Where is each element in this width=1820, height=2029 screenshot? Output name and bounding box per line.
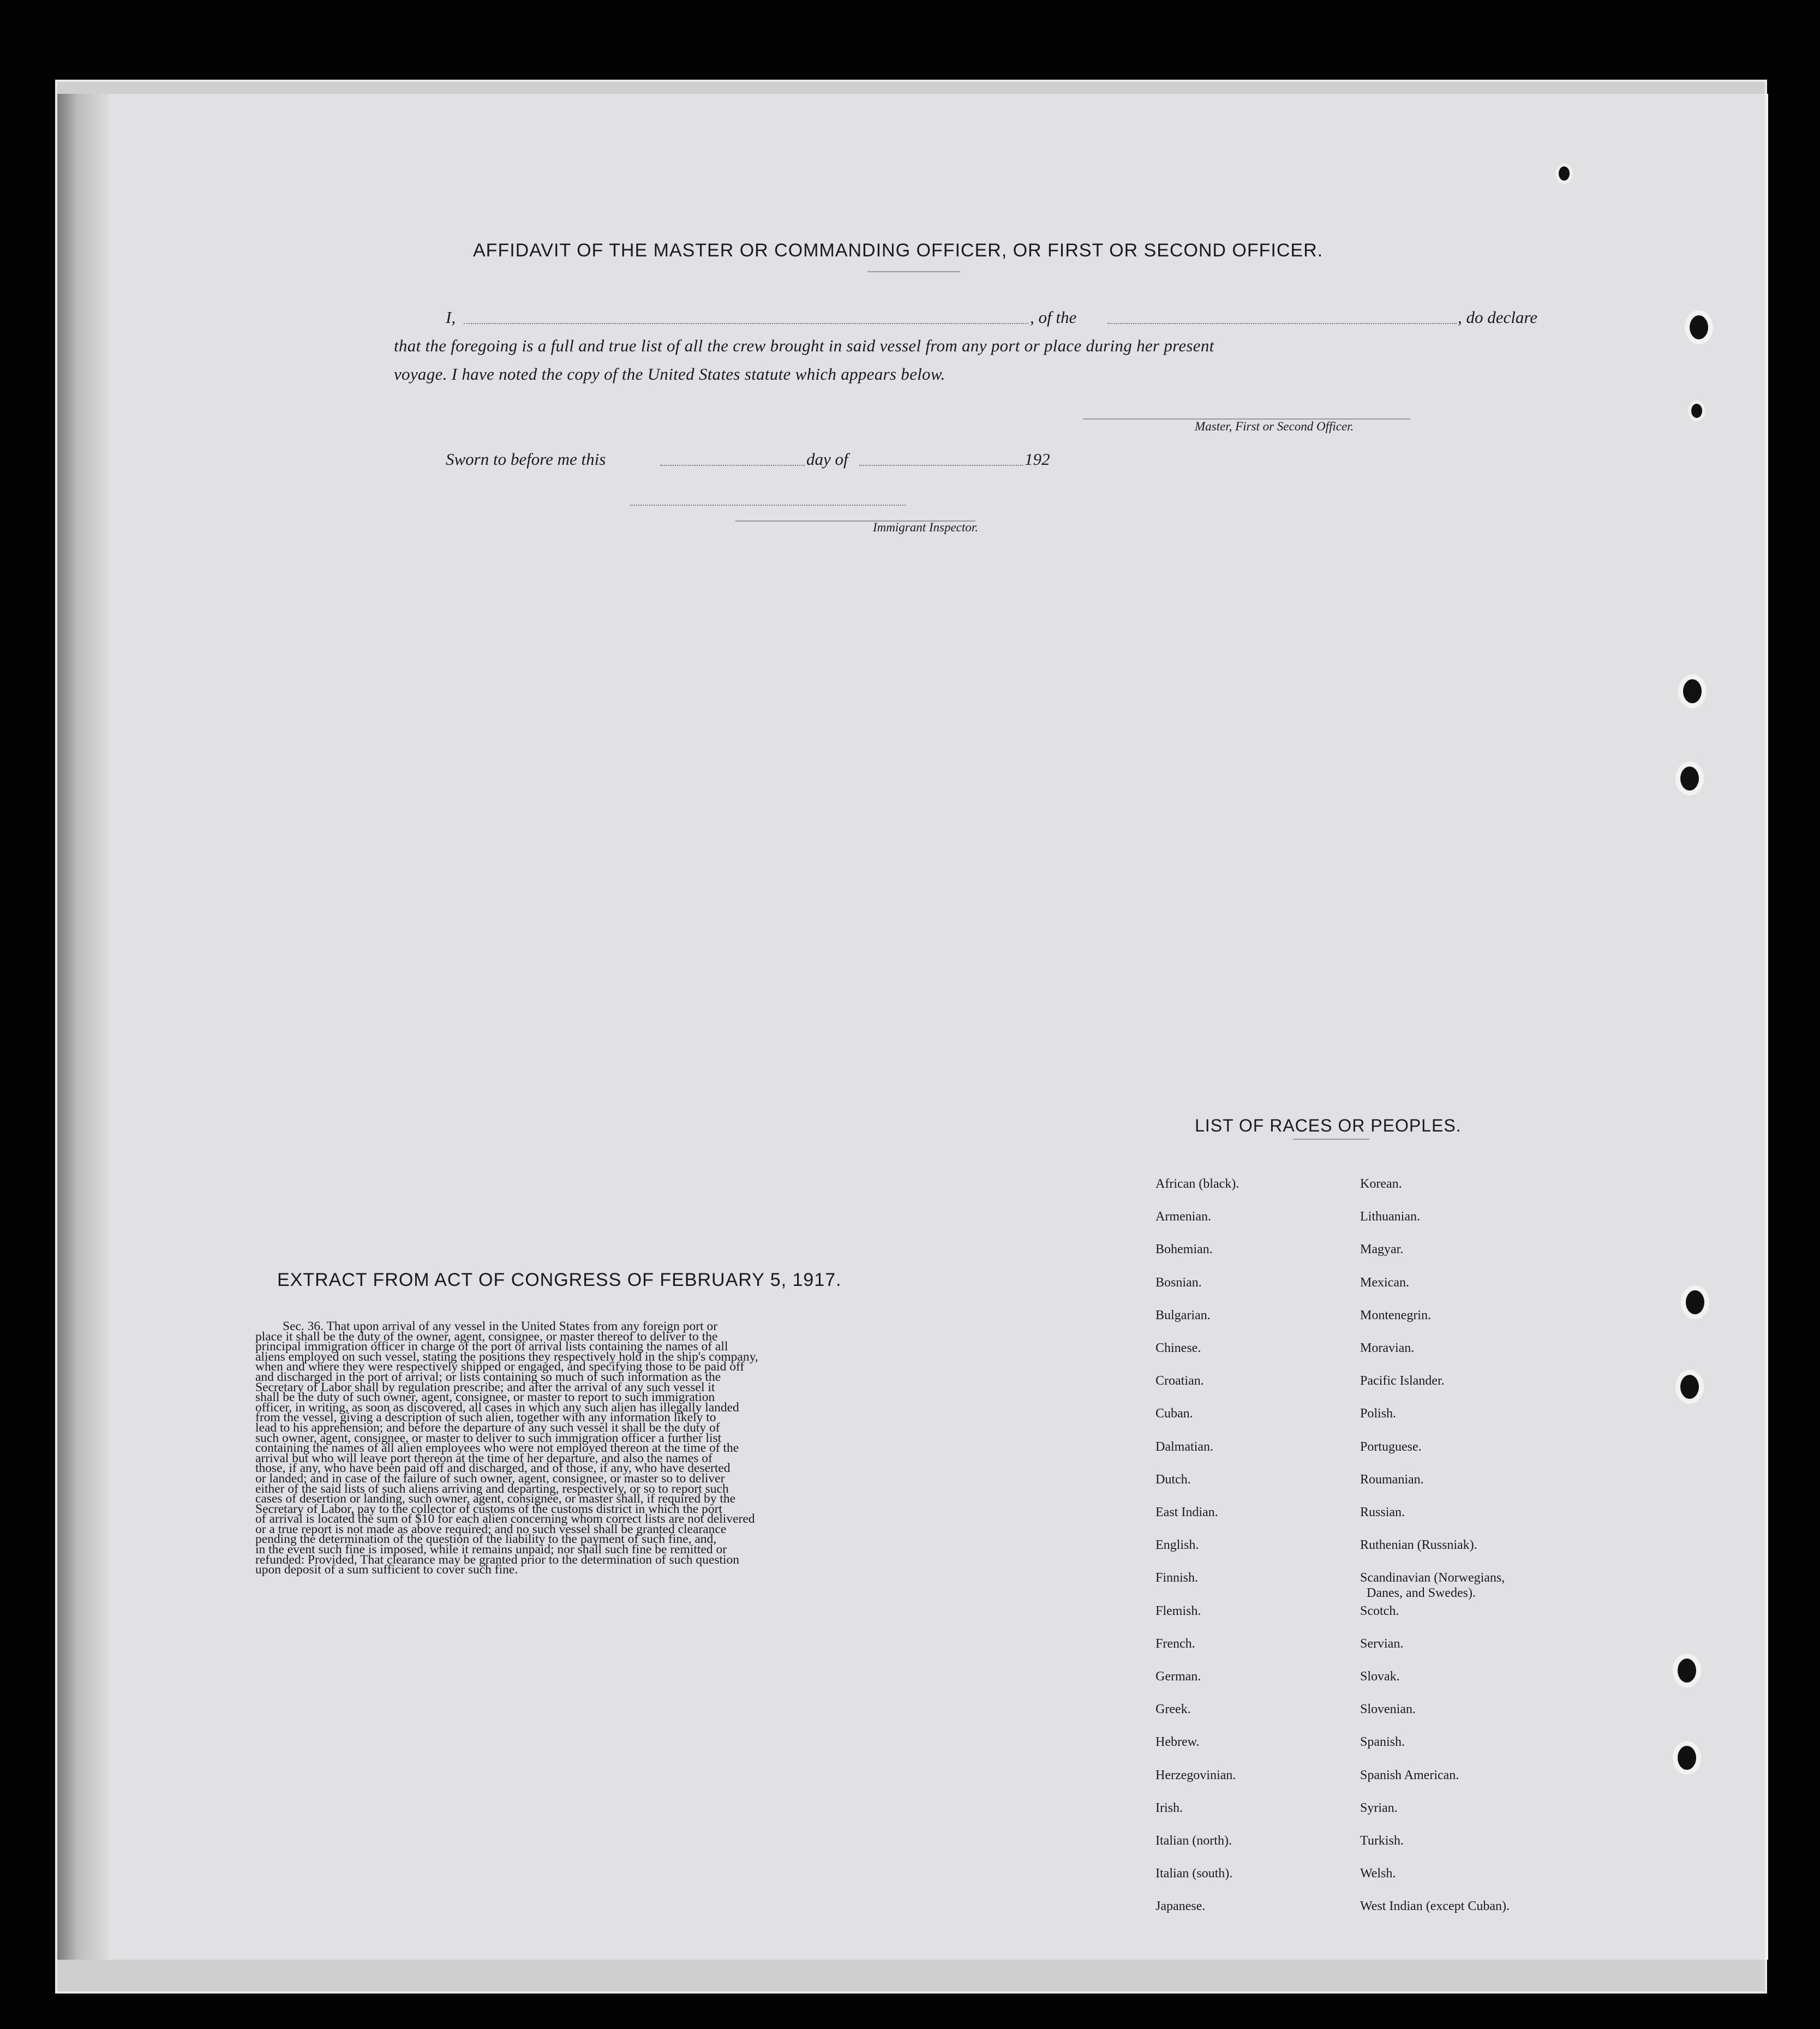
race-item: Turkish.	[1360, 1834, 1404, 1848]
race-item: Mexican.	[1360, 1276, 1409, 1290]
race-item: Finnish.	[1156, 1571, 1199, 1585]
document-page	[109, 94, 1768, 1960]
extract-line: upon deposit of a sum sufficient to cover such fine.	[255, 1563, 518, 1577]
affidavit-body-line-2: voyage. I have noted the copy of the United States statute which appears below.	[394, 364, 945, 384]
race-item: Bohemian.	[1156, 1242, 1213, 1256]
extract-body	[255, 1321, 891, 1575]
race-item: Irish.	[1156, 1801, 1183, 1815]
race-item: Hebrew.	[1156, 1735, 1200, 1749]
race-item: Magyar.	[1360, 1242, 1404, 1256]
inspector-caption: Immigrant Inspector.	[873, 520, 978, 534]
affidavit-body-line-1: that the foregoing is a full and true list of all the crew brought in said vessel from any port or place during her present	[394, 336, 1214, 355]
extract-line: refunded: Provided, That clearance may be granted prior to the determination of such question	[255, 1552, 740, 1567]
extract-line: principal immigration officer in charge of the port of arrival lists containing the names of all	[255, 1339, 728, 1354]
race-item: Korean.	[1360, 1177, 1402, 1191]
extract-line: officer, in writing, as soon as discovered, all cases in which any such alien has illegally landed	[255, 1400, 739, 1415]
extract-line: or a true report is not made as above required; and no such vessel shall be granted clearance	[255, 1522, 727, 1536]
race-item: Syrian.	[1360, 1801, 1398, 1815]
extract-line: when and where they were respectively shipped or engaged, and specifying those to be paid off	[255, 1360, 745, 1374]
race-item: Russian.	[1360, 1505, 1405, 1519]
race-item: Pacific Islander.	[1360, 1374, 1445, 1388]
vessel-blank[interactable]	[1107, 323, 1457, 324]
binding-hole	[1683, 679, 1702, 703]
race-item: Dalmatian.	[1156, 1440, 1213, 1454]
extract-line: either of the said lists of such aliens arriving and departing, respectively, or so to report such	[255, 1481, 729, 1496]
extract-line: such owner, agent, consignee, or master to deliver to such immigration officer a further list	[255, 1431, 722, 1445]
binding-hole	[1680, 767, 1699, 791]
binding-hole	[1680, 1375, 1699, 1399]
extract-line: Sec. 36. That upon arrival of any vessel in the United States from any foreign port or	[283, 1319, 718, 1333]
race-item: Scotch.	[1360, 1604, 1399, 1618]
day-of-label: day of	[806, 450, 848, 469]
extract-line: place it shall be the duty of the owner, agent, consignee, or master thereof to deliver to the	[255, 1329, 718, 1344]
i-label: I,	[446, 308, 456, 327]
race-item: Herzegovinian.	[1156, 1768, 1236, 1782]
binding-hole	[1686, 1290, 1704, 1314]
extract-line: pending the determination of the question of the liability to the payment of such fine, and,	[255, 1532, 717, 1547]
extract-line: and discharged in the port of arrival; or lists containing so much of such information as the	[255, 1369, 721, 1384]
race-item: Slovenian.	[1360, 1702, 1416, 1716]
extract-line: those, if any, who have been paid off and discharged, and of those, if any, who have deserted	[255, 1461, 731, 1476]
race-item: Italian (south).	[1156, 1866, 1233, 1881]
title-rule	[867, 271, 960, 272]
race-item: French.	[1156, 1637, 1195, 1651]
sworn-month-blank[interactable]	[859, 465, 1023, 466]
race-item: Cuban.	[1156, 1406, 1193, 1421]
binding-hole	[1691, 404, 1702, 418]
extract-line: in the event such fine is imposed, while it remains unpaid; nor shall such fine be remitted or	[255, 1542, 727, 1557]
sworn-day-blank[interactable]	[660, 465, 805, 466]
inspector-signature-line-upper[interactable]	[630, 505, 906, 506]
extract-line: Secretary of Labor, pay to the collector of customs of the customs district in which the port	[255, 1501, 722, 1516]
race-item: Chinese.	[1156, 1341, 1201, 1355]
race-item: Dutch.	[1156, 1473, 1191, 1487]
race-item: Moravian.	[1360, 1341, 1415, 1355]
race-item: Scandinavian (Norwegians, Danes, and Swedes).	[1360, 1571, 1505, 1600]
race-item: Roumanian.	[1360, 1473, 1424, 1487]
race-item: Portuguese.	[1360, 1440, 1422, 1454]
race-item: Ruthenian (Russniak).	[1360, 1538, 1477, 1552]
race-item: Croatian.	[1156, 1374, 1204, 1388]
race-item: Montenegrin.	[1360, 1308, 1431, 1322]
extract-line: aliens employed on such vessel, stating the positions they respectively hold in the ship's company,	[255, 1349, 758, 1364]
race-item: Italian (north).	[1156, 1834, 1232, 1848]
sworn-label: Sworn to before me this	[446, 450, 606, 469]
race-item: German.	[1156, 1669, 1201, 1684]
extract-line: cases of desertion or landing, such owner, agent, consignee, or master shall, if required by the	[255, 1492, 736, 1506]
race-item: Bulgarian.	[1156, 1308, 1211, 1322]
races-title: LIST OF RACES OR PEOPLES.	[1195, 1116, 1462, 1135]
extract-line: of arrival is located the sum of $10 for each alien concerning whom correct lists are not delivered	[255, 1512, 755, 1527]
binding-hole	[1678, 1659, 1696, 1683]
race-item: West Indian (except Cuban).	[1360, 1899, 1510, 1913]
race-item: Slovak.	[1360, 1669, 1400, 1684]
race-item: Polish.	[1360, 1406, 1397, 1421]
extract-line: from the vessel, giving a description of such alien, together with any information likely to	[255, 1410, 716, 1425]
affidavit-title: AFFIDAVIT OF THE MASTER OR COMMANDING OFFICER, OR FIRST OR SECOND OFFICER.	[473, 240, 1324, 261]
race-item: Bosnian.	[1156, 1276, 1202, 1290]
race-item: African (black).	[1156, 1177, 1240, 1191]
extract-line: or landed; and in case of the failure of such owner, agent, consignee, or master so to deliver	[255, 1471, 725, 1486]
race-item: East Indian.	[1156, 1505, 1218, 1519]
races-title-rule	[1293, 1139, 1369, 1140]
name-blank[interactable]	[464, 323, 1028, 324]
binding-hole	[1559, 166, 1570, 181]
extract-line: lead to his apprehension; and before the departure of any such vessel it shall be the duty of	[255, 1420, 720, 1435]
of-the-label: , of the	[1030, 308, 1077, 327]
race-item: Japanese.	[1156, 1899, 1206, 1913]
extract-line: shall be the duty of such owner, agent, consignee, or master to report to such immigration	[255, 1390, 715, 1405]
master-caption: Master, First or Second Officer.	[1195, 420, 1354, 433]
race-item: Servian.	[1360, 1637, 1404, 1651]
binding-hole	[1690, 315, 1708, 339]
race-item: Spanish.	[1360, 1735, 1405, 1749]
extract-line: Secretary of Labor shall by regulation prescribe; and after the arrival of any such vessel it	[255, 1380, 715, 1394]
race-item: Lithuanian.	[1360, 1210, 1420, 1224]
race-item: Spanish American.	[1360, 1768, 1459, 1782]
binding-hole	[1678, 1746, 1696, 1770]
race-item: Greek.	[1156, 1702, 1191, 1716]
extract-title: EXTRACT FROM ACT OF CONGRESS OF FEBRUARY 5, 1917.	[277, 1270, 842, 1290]
extract-line: containing the names of all alien employees who were not employed thereon at the time of the	[255, 1441, 739, 1456]
extract-line: arrival but who will leave port thereon at the time of her departure, and also the names of	[255, 1451, 713, 1465]
year-label: 192	[1025, 450, 1050, 469]
race-item: Welsh.	[1360, 1866, 1396, 1881]
race-item: Armenian.	[1156, 1210, 1211, 1224]
do-declare-label: , do declare	[1458, 308, 1538, 327]
race-item: English.	[1156, 1538, 1199, 1552]
race-item: Flemish.	[1156, 1604, 1201, 1618]
